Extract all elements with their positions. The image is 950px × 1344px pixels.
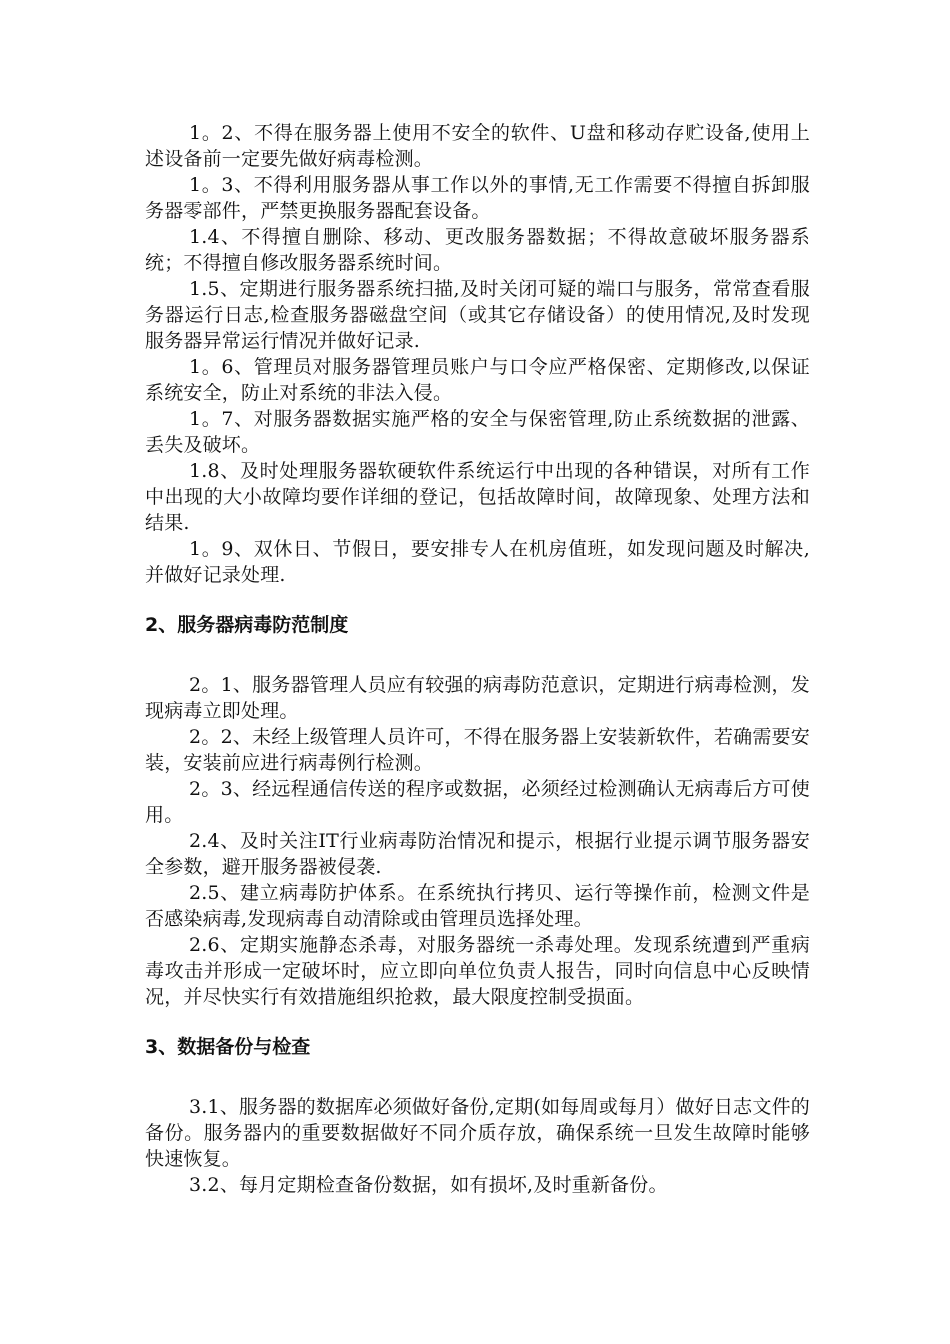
paragraph-1-2: 1。2、不得在服务器上使用不安全的软件、U盘和移动存贮设备,使用上述设备前一定要先做好病毒检测。	[145, 122, 810, 170]
paragraph-2-3: 2。3、经远程通信传送的程序或数据，必须经过检测确认无病毒后方可使用。	[145, 778, 810, 826]
paragraph-1-7: 1。7、对服务器数据实施严格的安全与保密管理,防止系统数据的泄露、丢失及破坏。	[145, 408, 810, 456]
section-heading-2: 2、服务器病毒防范制度	[145, 614, 349, 636]
paragraph-2-4: 2.4、及时关注IT行业病毒防治情况和提示，根据行业提示调节服务器安全参数，避开服务器被侵袭.	[145, 830, 810, 878]
spacer	[145, 1060, 810, 1094]
paragraph-3-2: 3.2、每月定期检查备份数据，如有损坏,及时重新备份。	[189, 1174, 668, 1196]
document-page	[145, 120, 810, 1198]
paragraph-2-6: 2.6、定期实施静态杀毒，对服务器统一杀毒处理。发现系统遭到严重病毒攻击并形成一定破坏时，应立即向单位负责人报告，同时向信息中心反映情况，并尽快实行有效措施组织抢救，最大限度控制受损面。	[145, 934, 810, 1008]
section-heading-3: 3、数据备份与检查	[145, 1036, 311, 1058]
spacer	[145, 1010, 810, 1034]
paragraph-1-3: 1。3、不得利用服务器从事工作以外的事情,无工作需要不得擅自拆卸服务器零部件，严禁更换服务器配套设备。	[145, 174, 810, 222]
paragraph-1-8: 1.8、及时处理服务器软硬软件系统运行中出现的各种错误，对所有工作中出现的大小故障均要作详细的登记，包括故障时间，故障现象、处理方法和结果.	[145, 460, 810, 534]
paragraph-1-6: 1。6、管理员对服务器管理员账户与口令应严格保密、定期修改,以保证系统安全，防止对系统的非法入侵。	[145, 356, 810, 404]
paragraph-2-2: 2。2、未经上级管理人员许可，不得在服务器上安装新软件，若确需要安装，安装前应进行病毒例行检测。	[145, 726, 810, 774]
paragraph-1-4: 1.4、不得擅自删除、移动、更改服务器数据；不得故意破坏服务器系统；不得擅自修改服务器系统时间。	[145, 226, 810, 274]
paragraph-1-5: 1.5、定期进行服务器系统扫描,及时关闭可疑的端口与服务，常常查看服务器运行日志,检查服务器磁盘空间（或其它存储设备）的使用情况,及时发现服务器异常运行情况并做好记录.	[145, 278, 810, 352]
paragraph-2-1: 2。1、服务器管理人员应有较强的病毒防范意识，定期进行病毒检测，发现病毒立即处理。	[145, 674, 810, 722]
paragraph-2-5: 2.5、建立病毒防护体系。在系统执行拷贝、运行等操作前，检测文件是否感染病毒,发现病毒自动清除或由管理员选择处理。	[145, 882, 810, 930]
paragraph-1-9: 1。9、双休日、节假日，要安排专人在机房值班，如发现问题及时解决,并做好记录处理.	[145, 538, 810, 586]
spacer	[145, 638, 810, 672]
paragraph-3-1: 3.1、服务器的数据库必须做好备份,定期(如每周或每月）做好日志文件的备份。服务器内的重要数据做好不同介质存放，确保系统一旦发生故障时能够快速恢复。	[145, 1096, 810, 1170]
spacer	[145, 588, 810, 612]
